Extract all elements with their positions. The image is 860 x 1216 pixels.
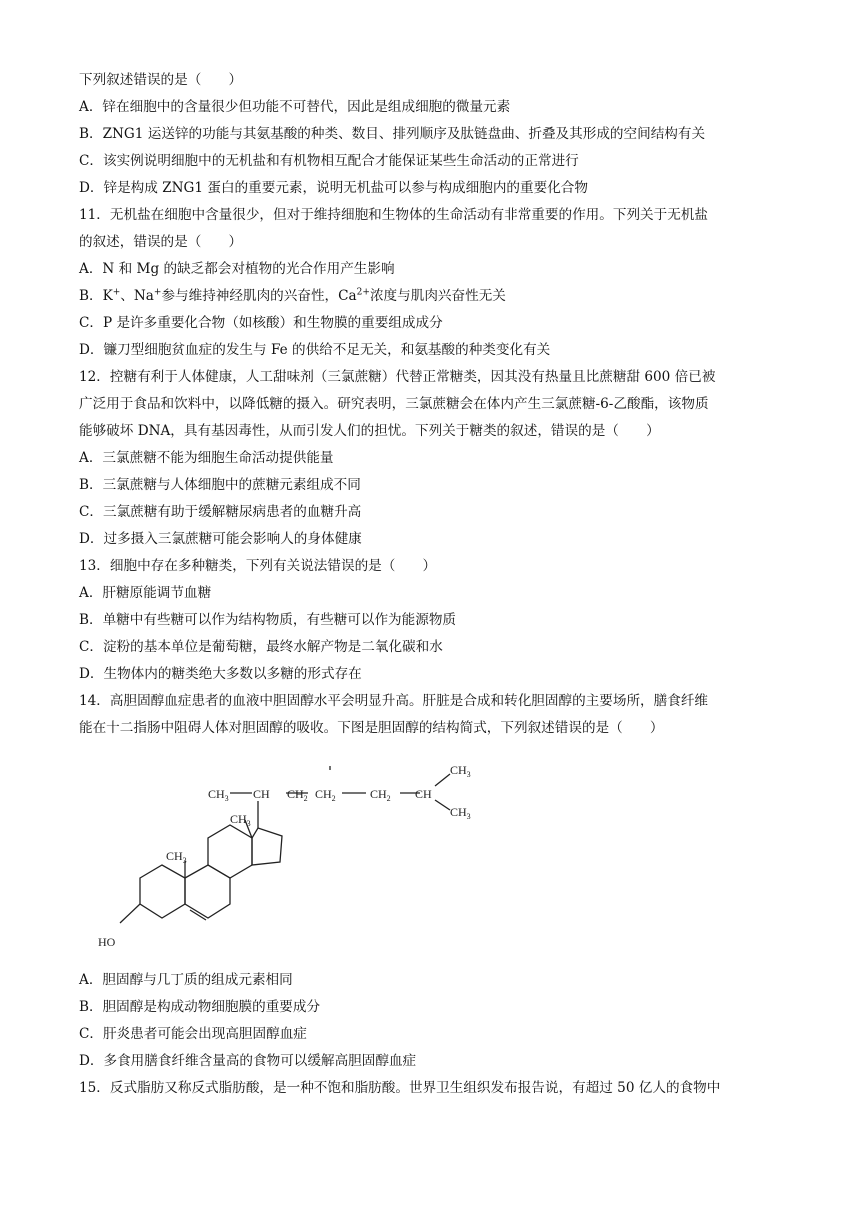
label-methyl-b: $CH_3$ — [166, 849, 187, 865]
q14-stem-line-1: 14．高胆固醇血症患者的血液中胆固醇水平会明显升高。肝脏是合成和转化胆固醇的主要场所，膳食纤维 — [79, 693, 709, 709]
q11-stem-line-1: 11．无机盐在细胞中含量很少，但对于维持细胞和生物体的生命活动有非常重要的作用。下列关于无机盐 — [79, 207, 709, 223]
q13-option-a: A．肝糖原能调节血糖 — [79, 585, 212, 601]
q12-option-a: A．三氯蔗糖不能为细胞生命活动提供能量 — [79, 450, 334, 466]
q11-stem-line-2: 的叙述，错误的是（ ） — [79, 234, 243, 250]
q14-option-d: D．多食用膳食纤维含量高的食物可以缓解高胆固醇血症 — [79, 1053, 417, 1069]
label-ch3-left: $CH_3$ — [208, 787, 229, 803]
q12-stem-line-1: 12．控糖有利于人体健康，人工甜味剂（三氯蔗糖）代替正常糖类，因其没有热量且比蔗糖甜 600 倍已被 — [79, 369, 716, 385]
bond — [435, 774, 450, 786]
q12-option-d: D．过多摄入三氯蔗糖可能会影响人的身体健康 — [79, 531, 362, 547]
label-ch2-3: $CH_2$ — [370, 787, 391, 803]
cholesterol-structure-figure — [90, 748, 490, 960]
q11-option-a: A．N 和 Mg 的缺乏都会对植物的光合作用产生影响 — [79, 261, 395, 277]
ring-d — [252, 828, 282, 865]
q13-option-c: C．淀粉的基本单位是葡萄糖，最终水解产物是二氧化碳和水 — [79, 639, 443, 655]
q13-stem: 13．细胞中存在多种糖类，下列有关说法错误的是（ ） — [79, 558, 437, 574]
label-ch2-2: $CH_2$ — [315, 787, 336, 803]
q11-b-text-4: 浓度与肌肉兴奋性无关 — [369, 288, 506, 304]
q13-option-d: D．生物体内的糖类绝大多数以多糖的形式存在 — [79, 666, 362, 682]
q10-option-a: A．锌在细胞中的含量很少但功能不可替代，因此是组成细胞的微量元素 — [79, 99, 511, 115]
structure-bonds — [120, 766, 450, 923]
structure-labels — [98, 763, 471, 949]
q10-option-c: C．该实例说明细胞中的无机盐和有机物相互配合才能保证某些生命活动的正常进行 — [79, 153, 579, 169]
q14-option-b: B．胆固醇是构成动物细胞膜的重要成分 — [79, 999, 321, 1015]
label-hydroxyl: HO — [98, 935, 116, 949]
q11-option-b — [79, 286, 506, 306]
q13-option-b: B．单糖中有些糖可以作为结构物质，有些糖可以作为能源物质 — [79, 612, 457, 628]
q11-b-sup-2: + — [153, 287, 162, 298]
q11-option-d: D．镰刀型细胞贫血症的发生与 Fe 的供给不足无关，和氨基酸的种类变化有关 — [79, 342, 551, 358]
label-ch3-top: $CH_3$ — [450, 763, 471, 779]
label-ch-1: CH — [253, 787, 270, 801]
q14-stem-line-2: 能在十二指肠中阻碍人体对胆固醇的吸收。下图是胆固醇的结构简式，下列叙述错误的是（ ） — [79, 720, 664, 736]
q11-b-sup-1: + — [112, 287, 121, 298]
q14-option-c: C．肝炎患者可能会出现高胆固醇血症 — [79, 1026, 307, 1042]
q11-b-text-2: 、Na — [120, 288, 154, 304]
q11-b-text-1: B．K — [79, 288, 113, 304]
ring-a — [140, 865, 185, 918]
ring-b — [185, 865, 230, 918]
q10-option-b: B．ZNG1 运送锌的功能与其氨基酸的种类、数目、排列顺序及肽链盘曲、折叠及其形成的空间结构有关 — [79, 126, 706, 142]
q15-stem-line-1: 15．反式脂肪又称反式脂肪酸，是一种不饱和脂肪酸。世界卫生组织发布报告说，有超过 50 亿人的食物中 — [79, 1080, 721, 1096]
bond — [435, 800, 450, 810]
label-methyl-c: $CH_3$ — [230, 812, 251, 828]
bond — [120, 904, 140, 923]
q12-stem-line-3: 能够破坏 DNA，具有基因毒性，从而引发人们的担忧。下列关于糖类的叙述，错误的是（ ） — [79, 423, 660, 439]
ring-c — [208, 825, 252, 878]
q12-stem-line-2: 广泛用于食品和饮料中，以降低糖的摄入。研究表明，三氯蔗糖会在体内产生三氯蔗糖-6-乙酸酯，该物质 — [79, 396, 709, 412]
q12-option-c: C．三氯蔗糖有助于缓解糖尿病患者的血糖升高 — [79, 504, 362, 520]
q10-option-d: D．锌是构成 ZNG1 蛋白的重要元素，说明无机盐可以参与构成细胞内的重要化合物 — [79, 180, 588, 196]
q11-option-c: C．P 是许多重要化合物（如核酸）和生物膜的重要组成成分 — [79, 315, 443, 331]
q11-b-sup-3: 2+ — [356, 287, 370, 298]
label-ch-2: CH — [415, 787, 432, 801]
q10-stem: 下列叙述错误的是（ ） — [79, 72, 243, 88]
q11-b-text-3: 参与维持神经肌肉的兴奋性，Ca — [161, 288, 357, 304]
label-ch3-bottom: $CH_3$ — [450, 805, 471, 821]
q14-option-a: A．胆固醇与几丁质的组成元素相同 — [79, 972, 293, 988]
label-ch2-1: $CH_2$ — [287, 787, 308, 803]
q12-option-b: B．三氯蔗糖与人体细胞中的蔗糖元素组成不同 — [79, 477, 361, 493]
